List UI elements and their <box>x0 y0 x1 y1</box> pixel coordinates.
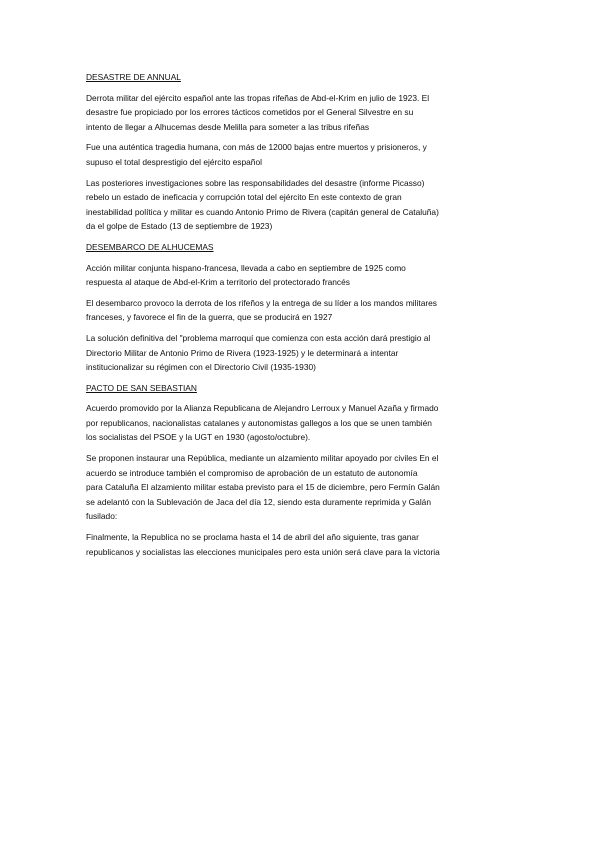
paragraph <box>86 296 518 325</box>
paragraph <box>86 401 518 445</box>
text-line: rebelo un estado de ineficacia y corrupción total del ejército En este contexto de gran <box>86 192 402 203</box>
text-line: Acuerdo promovido por la Alianza Republicana de Alejandro Lerroux y Manuel Azaña y firmado <box>86 403 439 414</box>
text-line: para Cataluña El alzamiento militar estaba previsto para el 15 de diciembre, pero Fermín Galán <box>86 482 440 493</box>
document-body <box>86 70 518 565</box>
text-line: intento de llegar a Alhucemas desde Melilla para someter a las tribus rifeñas <box>86 121 370 132</box>
text-line: por republicanos, nacionalistas catalanes y autonomistas gallegos a los que se unen también <box>86 417 432 428</box>
text-line: los socialistas del PSOE y la UGT en 1930 (agosto/octubre). <box>86 432 311 443</box>
text-line: Directorio Militar de Antonio Primo de Rivera (1923-1925) y le determinará a intentar <box>86 347 399 358</box>
text-line: Acción militar conjunta hispano-francesa, llevada a cabo en septiembre de 1925 como <box>86 262 406 273</box>
text-line: inestabilidad política y militar es cuando Antonio Primo de Rivera (capitán general de Cataluña) <box>86 206 439 217</box>
section-desastre-de-annual <box>86 70 518 234</box>
text-line: Finalmente, la Republica no se proclama hasta el 14 de abril del año siguiente, tras ganar <box>86 532 419 543</box>
text-line: El desembarco provoco la derrota de los rifeños y la entrega de su líder a los mandos militares <box>86 297 437 308</box>
section-heading: DESASTRE DE ANNUAL <box>86 72 181 82</box>
section-pacto-de-san-sebastian <box>86 381 518 560</box>
paragraph <box>86 261 518 290</box>
text-line: Las posteriores investigaciones sobre las responsabilidades del desastre (informe Picasso) <box>86 177 425 188</box>
paragraph <box>86 331 518 375</box>
text-line: Se proponen instaurar una República, mediante un alzamiento militar apoyado por civiles En el <box>86 453 439 464</box>
text-line: da el golpe de Estado (13 de septiembre de 1923) <box>86 221 273 232</box>
text-line: fusilado: <box>86 511 118 522</box>
paragraph <box>86 451 518 524</box>
text-line: institucionalizar su régimen con el Directorio Civil (1935-1930) <box>86 362 316 373</box>
text-line: Derrota militar del ejército español ante las tropas rifeñas de Abd-el-Krim en julio de 1923. El <box>86 92 430 103</box>
text-line: Fue una auténtica tragedia humana, con más de 12000 bajas entre muertos y prisioneros, y <box>86 142 427 153</box>
text-line: acuerdo se introduce también el compromiso de aprobación de un estatuto de autonomía <box>86 467 418 478</box>
text-line: La solución definitiva del "problema marroquí que comienza con esta acción dará prestigio al <box>86 332 431 343</box>
text-line: respuesta al ataque de Abd-el-Krim a territorio del protectorado francés <box>86 277 350 288</box>
section-heading: DESEMBARCO DE ALHUCEMAS <box>86 241 214 252</box>
paragraph <box>86 530 518 559</box>
section-desembarco-de-alhucemas <box>86 240 518 375</box>
text-line: desastre fue propiciado por los errores tácticos cometidos por el General Silvestre en su <box>86 107 414 118</box>
text-line: franceses, y favorece el fin de la guerra, que se producirá en 1927 <box>86 312 333 323</box>
paragraph <box>86 91 518 135</box>
text-line: se adelantó con la Sublevación de Jaca del día 12, siendo esta duramente reprimida y Galán <box>86 496 431 507</box>
paragraph <box>86 140 518 169</box>
section-heading: PACTO DE SAN SEBASTIAN <box>86 382 197 393</box>
text-line: republicanos y socialistas las elecciones municipales pero esta unión será clave para la victoria <box>86 546 440 557</box>
text-line: supuso el total desprestigio del ejército español <box>86 156 262 167</box>
paragraph <box>86 176 518 234</box>
